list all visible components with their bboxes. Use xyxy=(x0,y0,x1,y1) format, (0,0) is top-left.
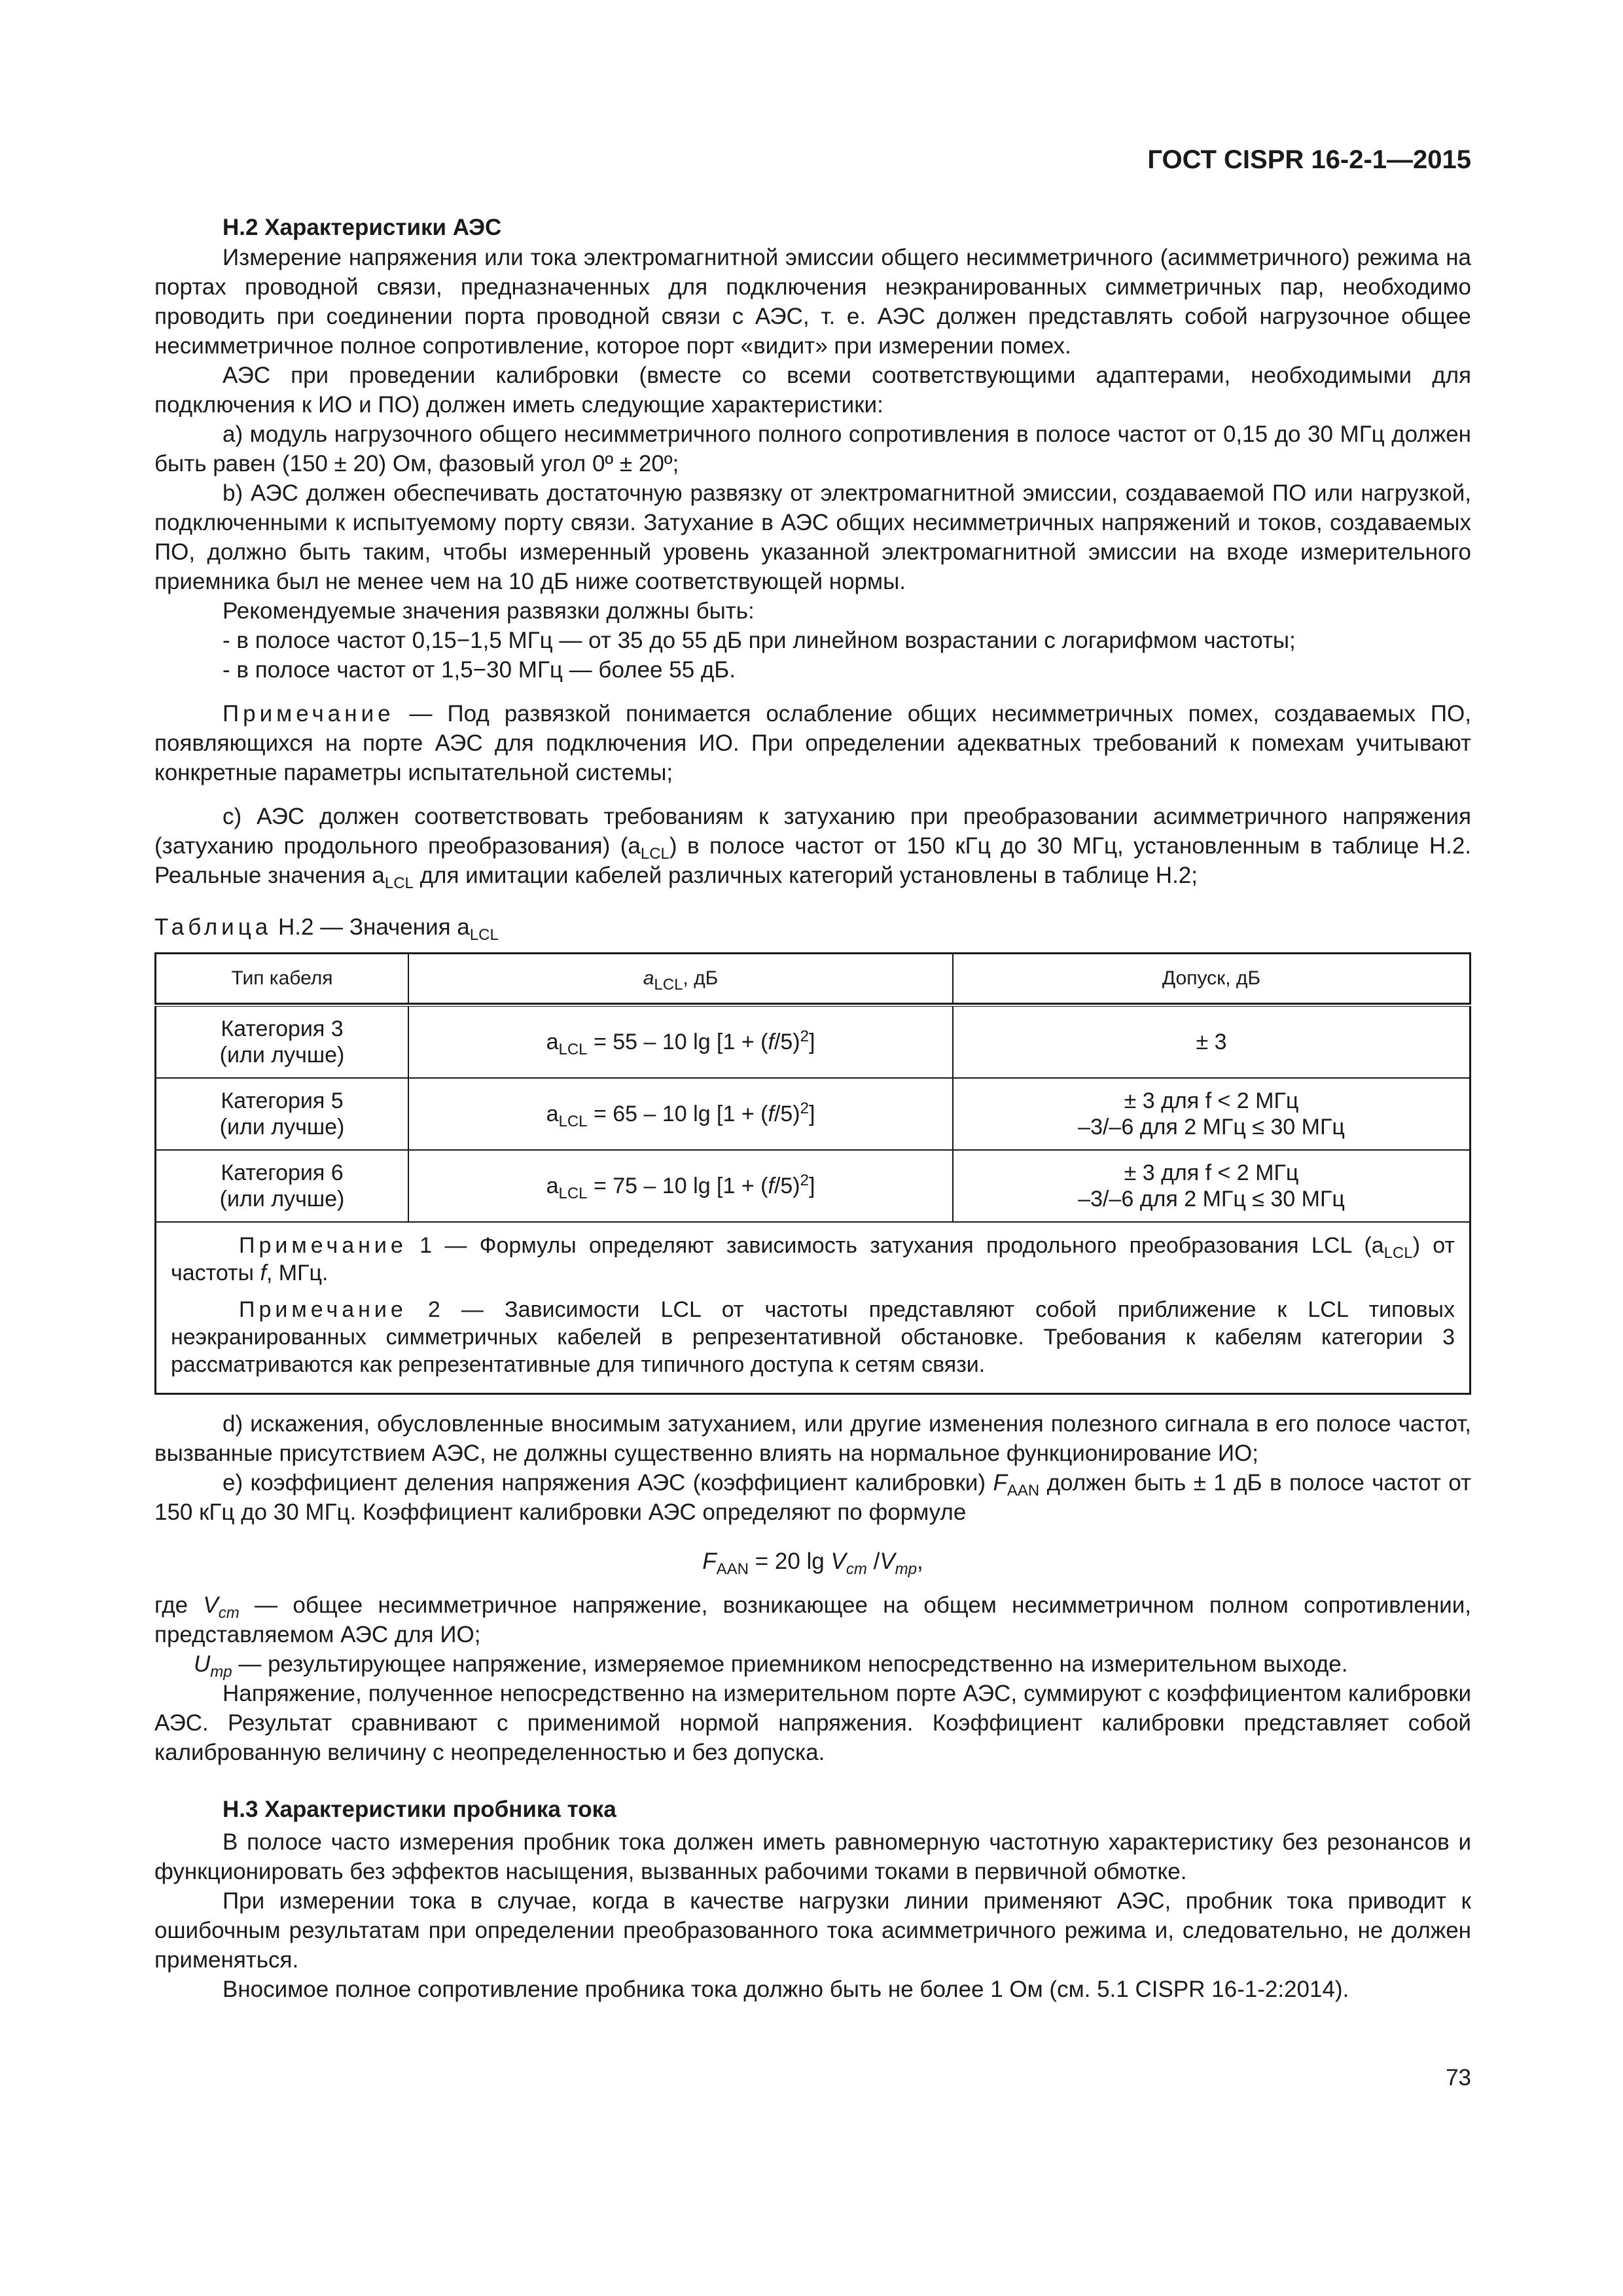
cell-tolerance xyxy=(953,1150,1471,1222)
text-run: — результирующее напряжение, измеряемое приемником непосредственно на измерительном выходе. xyxy=(232,1651,1348,1677)
table-caption xyxy=(154,912,1471,942)
caption-label: Таблица xyxy=(154,914,272,940)
text-line: ± 3 для f < 2 МГц xyxy=(1124,1088,1299,1113)
table-row xyxy=(156,1005,1471,1078)
table-notes xyxy=(156,1222,1471,1394)
variable: V xyxy=(203,1592,219,1618)
subscript: LCL xyxy=(469,926,499,944)
dash-item: - в полосе частот от 1,5−30 МГц — более 55 дБ. xyxy=(223,657,736,683)
list-item-c xyxy=(154,802,1471,890)
text-line: (или лучше) xyxy=(219,1115,345,1139)
cell-cable-type xyxy=(156,1078,409,1150)
table-note-2 xyxy=(171,1296,1455,1378)
text-run: ) от частоты xyxy=(171,1233,1455,1285)
list-item-a: а) модуль нагрузочного общего несимметричного полного сопротивления в полосе частот от 0,15 до 30 МГц должен быть равен (150 ± 20) Ом, фазовый угол 0º ± 20º; xyxy=(154,422,1471,476)
cell-formula xyxy=(408,1150,953,1222)
paragraph: Напряжение, полученное непосредственно на измерительном порте АЭС, суммируют с коэффициентом калибровки АЭС. Результат сравнивают с применимой нормой напряжения. Коэффициент калибровки представляет собой калиброванную величину с неопределенностью и без допуска. xyxy=(154,1681,1471,1765)
text-run: ] xyxy=(808,1102,815,1126)
note-text: — Под развязкой понимается ослабление общих несимметричных помех, создаваемых ПО, появляющихся на порте АЭС для подключения ИО. При определении адекватных требований к помехам учитывают конкретные параметры испытательной системы; xyxy=(154,701,1471,785)
table-row xyxy=(156,1150,1471,1222)
paragraph: Рекомендуемые значения развязки должны быть: xyxy=(223,598,755,624)
superscript: 2 xyxy=(800,1172,809,1189)
subscript: LCL xyxy=(654,976,683,994)
u-definition xyxy=(154,1649,1471,1679)
table-header-row xyxy=(156,954,1471,1004)
subscript: LCL xyxy=(640,845,669,863)
header-tolerance: Допуск, дБ xyxy=(953,954,1471,1004)
section-heading-h3: Н.3 Характеристики пробника тока xyxy=(223,1797,616,1822)
paragraph: Вносимое полное сопротивление пробника тока должно быть не более 1 Ом (см. 5.1 CISPR 16-1-2:2014). xyxy=(223,1977,1349,2002)
text-run: 1 — Формулы определяют зависимость затухания продольного преобразования LCL (a xyxy=(406,1233,1384,1258)
text-run: = 55 – 10 lg [1 + ( xyxy=(587,1030,768,1054)
note xyxy=(154,699,1471,787)
paragraph: Измерение напряжения или тока электромагнитной эмиссии общего несимметричного (асимметричного) режима на портах проводной связи, предназначенных для подключения неэкранированных симметричных пар, необходимо проводить при соединении порта проводной связи с АЭС, т. е. АЭС должен представлять собой нагрузочное общее несимметричное полное сопротивление, которое порт «видит» при измерении помех. xyxy=(154,245,1471,359)
text-run: = 65 – 10 lg [1 + ( xyxy=(587,1102,768,1126)
text-run: ] xyxy=(808,1174,815,1198)
paragraph: В полосе часто измерения пробник тока должен иметь равномерную частотную характеристику без резонансов и функционировать без эффектов насыщения, вызванных рабочими токами в первичной обмотке. xyxy=(154,1829,1471,1884)
variable: V xyxy=(830,1549,846,1574)
cell-formula xyxy=(408,1005,953,1078)
cell-tolerance xyxy=(953,1078,1471,1150)
text-run: для имитации кабелей различных категорий установлены в таблице Н.2; xyxy=(413,863,1198,888)
text-run: , xyxy=(917,1549,923,1574)
subscript: mp xyxy=(210,1663,232,1681)
subscript: mp xyxy=(895,1560,918,1578)
text-line: Категория 5 xyxy=(221,1088,344,1113)
variable: f xyxy=(260,1261,266,1285)
text-line: (или лучше) xyxy=(219,1043,345,1067)
paragraph: АЭС при проведении калибровки (вместе со всеми соответствующими адаптерами, необходимыми для подключения к ИО и ПО) должен иметь следующие характеристики: xyxy=(154,363,1471,418)
table-row xyxy=(156,1078,1471,1150)
list-item-d: d) искажения, обусловленные вносимым затуханием, или другие изменения полезного сигнала в его полосе частот, вызванные присутствием АЭС, не должны существенно влиять на нормальное функционирование ИО; xyxy=(154,1411,1471,1466)
text-run: с) АЭС должен соответствовать требованиям к затуханию при преобразовании асимметричного напряжения (затуханию продольного преобразования) (a xyxy=(154,804,1471,859)
superscript: 2 xyxy=(800,1100,809,1117)
text-run: должен быть ± 1 дБ в полосе частот от 150 кГц до 30 МГц. Коэффициент калибровки АЭС определяют по формуле xyxy=(154,1470,1471,1525)
header-cable-type: Тип кабеля xyxy=(156,954,409,1004)
header-alcl xyxy=(408,954,953,1004)
subscript: LCL xyxy=(558,1041,588,1058)
text-run: / xyxy=(866,1549,880,1574)
subscript: AAN xyxy=(1007,1482,1040,1499)
paragraph: При измерении тока в случае, когда в качестве нагрузки линии применяют АЭС, пробник тока приводит к ошибочным результатам при определении преобразованного тока асимметричного режима и, следовательно, не должен применяться. xyxy=(154,1888,1471,1973)
text-line: (или лучше) xyxy=(219,1187,345,1211)
text-run: где xyxy=(154,1592,204,1618)
text-run: , МГц. xyxy=(266,1261,329,1285)
list-item-e xyxy=(154,1468,1471,1527)
variable: F xyxy=(993,1470,1007,1496)
standard-header: ГОСТ CISPR 16-2-1—2015 xyxy=(1147,145,1471,174)
formula xyxy=(154,1547,1471,1576)
text-run: = 75 – 10 lg [1 + ( xyxy=(587,1174,768,1198)
cell-formula xyxy=(408,1078,953,1150)
cell-cable-type xyxy=(156,1150,409,1222)
table-note-1 xyxy=(171,1232,1455,1287)
text-line: –3/–6 для 2 МГц ≤ 30 МГц xyxy=(1078,1187,1345,1211)
variable: U xyxy=(194,1651,211,1677)
lcl-table xyxy=(154,952,1471,1395)
caption-text: Н.2 — Значения a xyxy=(272,914,470,940)
variable: f xyxy=(768,1174,774,1198)
text-line: Категория 3 xyxy=(221,1016,344,1041)
text-run: ] xyxy=(808,1030,815,1054)
text-run: a xyxy=(546,1102,559,1126)
list-item-b: b) АЭС должен обеспечивать достаточную развязку от электромагнитной эмиссии, создаваемой ПО или нагрузкой, подключенными к испытуемому порту связи. Затухание в АЭС общих несимметричных напряжений и токов, создаваемых ПО, должно быть таким, чтобы измеренный уровень указанной электромагнитной эмиссии на входе измерительного приемника был не менее чем на 10 дБ ниже соответствующей нормы. xyxy=(154,480,1471,594)
variable: F xyxy=(702,1549,717,1574)
subscript: cm xyxy=(846,1560,867,1578)
text-run: , дБ xyxy=(683,967,719,989)
table-notes-row xyxy=(156,1222,1471,1394)
text-run: /5) xyxy=(774,1030,800,1054)
subscript: LCL xyxy=(1383,1244,1413,1262)
text-line: ± 3 xyxy=(1196,1030,1227,1054)
text-run: 2 — Зависимости LCL от частоты представляют собой приближение к LCL типовых неэкранированных симметричных кабелей в репрезентативной обстановке. Требования к кабелям категории 3 рассматриваются как репрезентативные для типичного доступа к сетям связи. xyxy=(171,1297,1455,1377)
text-run: a xyxy=(546,1030,559,1054)
text-line: –3/–6 для 2 МГц ≤ 30 МГц xyxy=(1078,1115,1345,1139)
note-label: Примечание xyxy=(223,701,395,726)
section-heading-h2: Н.2 Характеристики АЭС xyxy=(223,215,502,240)
text-line: ± 3 для f < 2 МГц xyxy=(1124,1160,1299,1185)
text-run: — общее несимметричное напряжение, возникающее на общем несимметричном полном сопротивлении, представляемом АЭС для ИО; xyxy=(154,1592,1471,1647)
text-run: a xyxy=(546,1174,559,1198)
subscript: LCL xyxy=(558,1113,588,1130)
variable: f xyxy=(768,1102,774,1126)
text-run: a xyxy=(643,967,654,989)
text-line: Категория 6 xyxy=(221,1160,344,1185)
subscript: cm xyxy=(218,1604,240,1622)
variable: f xyxy=(768,1030,774,1054)
variable: V xyxy=(880,1549,895,1574)
text-run: е) коэффициент деления напряжения АЭС (коэффициент калибровки) xyxy=(223,1470,993,1496)
text-run: = 20 lg xyxy=(748,1549,831,1574)
superscript: 2 xyxy=(800,1028,809,1045)
subscript: LCL xyxy=(384,874,414,892)
dash-item: - в полосе частот 0,15−1,5 МГц — от 35 до 55 дБ при линейном возрастании с логарифмом частоты; xyxy=(223,628,1296,653)
where-definition xyxy=(154,1590,1471,1649)
cell-tolerance xyxy=(953,1005,1471,1078)
text-run: /5) xyxy=(774,1174,800,1198)
cell-cable-type xyxy=(156,1005,409,1078)
subscript: LCL xyxy=(558,1185,588,1202)
subscript: AAN xyxy=(716,1560,749,1578)
page-number: 73 xyxy=(1446,2065,1471,2090)
text-run: ) в полосе частот от 150 кГц до 30 МГц, установленным в таблице Н.2. Реальные значения a xyxy=(154,833,1472,888)
note-label: Примечание xyxy=(239,1233,407,1258)
note-label: Примечание xyxy=(239,1297,407,1322)
text-run: /5) xyxy=(774,1102,800,1126)
